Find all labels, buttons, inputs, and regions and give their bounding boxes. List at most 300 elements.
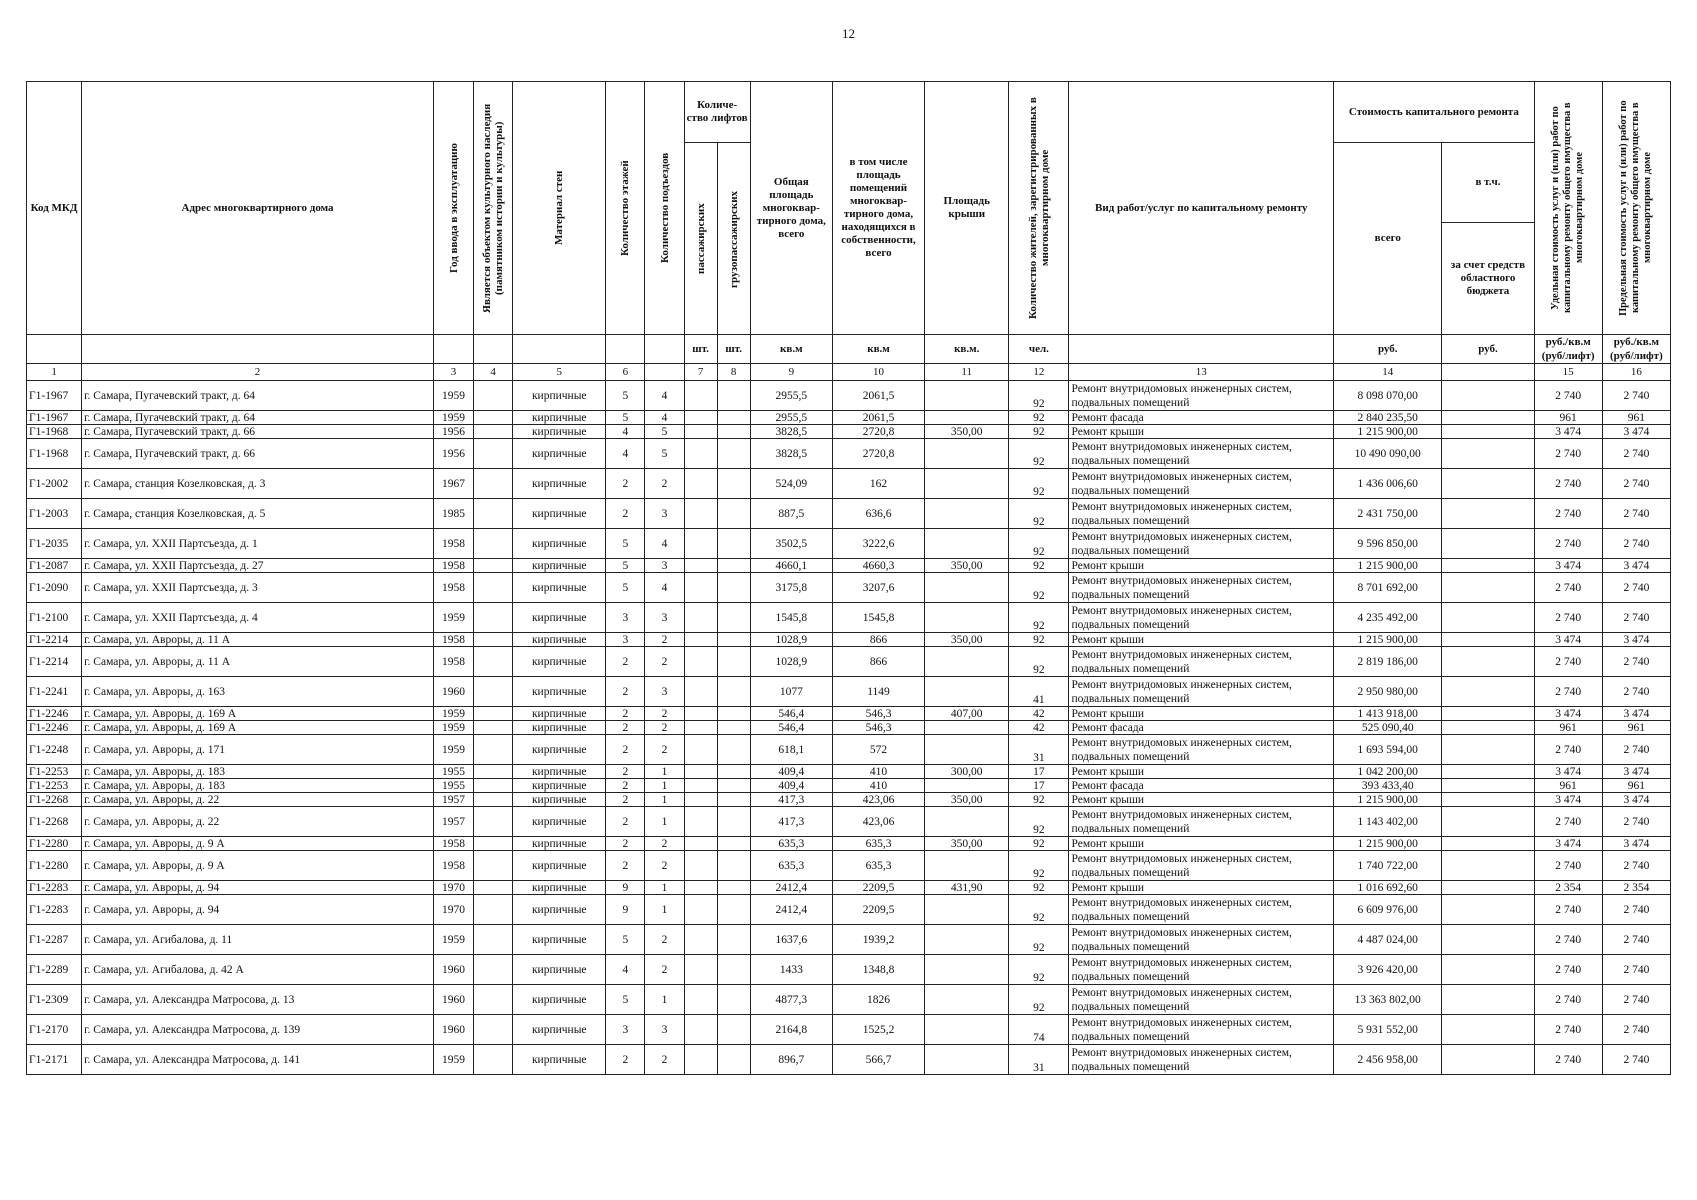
cell-year: 1958 bbox=[433, 559, 473, 573]
cell-year: 1960 bbox=[433, 677, 473, 707]
cell-max-cost: 2 740 bbox=[1602, 469, 1670, 499]
cell-entrances: 1 bbox=[645, 779, 684, 793]
cell-code: Г1-1967 bbox=[27, 411, 82, 425]
cell-roof-area bbox=[925, 895, 1009, 925]
cell-cost-total: 10 490 090,00 bbox=[1334, 439, 1442, 469]
table-row bbox=[27, 925, 1671, 955]
cell-address: г. Самара, ул. Авроры, д. 171 bbox=[82, 735, 434, 765]
cell-lifts-passenger bbox=[684, 837, 717, 851]
cell-floors: 2 bbox=[606, 837, 645, 851]
cell-total-area: 2955,5 bbox=[750, 411, 832, 425]
cell-code: Г1-2253 bbox=[27, 779, 82, 793]
cell-address: г. Самара, ул. Авроры, д. 183 bbox=[82, 779, 434, 793]
table-row bbox=[27, 735, 1671, 765]
cell-owned-area: 162 bbox=[832, 469, 924, 499]
cell-regional-budget bbox=[1442, 985, 1534, 1015]
cell-entrances: 1 bbox=[645, 765, 684, 779]
cell-cost-total: 1 016 692,60 bbox=[1334, 881, 1442, 895]
table-row bbox=[27, 559, 1671, 573]
cell-year: 1959 bbox=[433, 925, 473, 955]
cell-lifts-cargo bbox=[717, 707, 750, 721]
cell-residents: 92 bbox=[1009, 469, 1069, 499]
cell-regional-budget bbox=[1442, 851, 1534, 881]
cell-residents: 92 bbox=[1009, 837, 1069, 851]
cell-entrances: 3 bbox=[645, 603, 684, 633]
cell-code: Г1-2170 bbox=[27, 1015, 82, 1045]
cell-residents: 17 bbox=[1009, 779, 1069, 793]
cell-roof-area bbox=[925, 1015, 1009, 1045]
table-row bbox=[27, 529, 1671, 559]
header-entrances: Количество подъездов bbox=[658, 152, 671, 264]
cell-unit-cost: 961 bbox=[1534, 779, 1602, 793]
cell-floors: 2 bbox=[606, 735, 645, 765]
cell-cost-total: 1 042 200,00 bbox=[1334, 765, 1442, 779]
cell-cost-total: 1 215 900,00 bbox=[1334, 837, 1442, 851]
cell-address: г. Самара, ул. Авроры, д. 22 bbox=[82, 793, 434, 807]
cell-owned-area: 2720,8 bbox=[832, 425, 924, 439]
cell-cost-total: 2 456 958,00 bbox=[1334, 1045, 1442, 1075]
cell-unit-cost: 2 740 bbox=[1534, 735, 1602, 765]
cell-lifts-passenger bbox=[684, 765, 717, 779]
cell-max-cost: 2 354 bbox=[1602, 881, 1670, 895]
header-work-type: Вид работ/услуг по капитальному ремонту bbox=[1069, 82, 1334, 335]
cell-regional-budget bbox=[1442, 469, 1534, 499]
cell-max-cost: 3 474 bbox=[1602, 707, 1670, 721]
cell-heritage bbox=[474, 677, 513, 707]
cell-code: Г1-2283 bbox=[27, 881, 82, 895]
cell-heritage bbox=[474, 425, 513, 439]
cell-cost-total: 1 215 900,00 bbox=[1334, 633, 1442, 647]
cell-lifts-cargo bbox=[717, 529, 750, 559]
cell-unit-cost: 2 740 bbox=[1534, 529, 1602, 559]
cell-max-cost: 2 740 bbox=[1602, 807, 1670, 837]
header-cost: Стоимость капитального ремонта bbox=[1334, 82, 1534, 143]
cell-unit-cost: 3 474 bbox=[1534, 793, 1602, 807]
column-number: 6 bbox=[606, 364, 645, 381]
cell-lifts-passenger bbox=[684, 1015, 717, 1045]
cell-regional-budget bbox=[1442, 925, 1534, 955]
cell-address: г. Самара, Пугачевский тракт, д. 64 bbox=[82, 411, 434, 425]
cell-floors: 2 bbox=[606, 765, 645, 779]
cell-unit-cost: 2 740 bbox=[1534, 1015, 1602, 1045]
cell-residents: 42 bbox=[1009, 707, 1069, 721]
cell-work-type: Ремонт внутридомовых инженерных систем, подвальных помещений bbox=[1069, 381, 1334, 411]
cell-cost-total: 1 215 900,00 bbox=[1334, 793, 1442, 807]
table-row bbox=[27, 779, 1671, 793]
cell-address: г. Самара, ул. Агибалова, д. 42 А bbox=[82, 955, 434, 985]
table-row bbox=[27, 411, 1671, 425]
header-heritage: Является объектом культурного наследия (памятником истории и культуры) bbox=[481, 103, 506, 313]
cell-max-cost: 2 740 bbox=[1602, 529, 1670, 559]
cell-address: г. Самара, станция Козелковская, д. 5 bbox=[82, 499, 434, 529]
column-number: 10 bbox=[832, 364, 924, 381]
cell-year: 1970 bbox=[433, 881, 473, 895]
cell-floors: 2 bbox=[606, 779, 645, 793]
cell-year: 1958 bbox=[433, 633, 473, 647]
cell-heritage bbox=[474, 381, 513, 411]
cell-owned-area: 1826 bbox=[832, 985, 924, 1015]
cell-max-cost: 961 bbox=[1602, 411, 1670, 425]
cell-roof-area: 350,00 bbox=[925, 425, 1009, 439]
cell-year: 1985 bbox=[433, 499, 473, 529]
cell-regional-budget bbox=[1442, 1045, 1534, 1075]
cell-floors: 5 bbox=[606, 985, 645, 1015]
cell-unit-cost: 961 bbox=[1534, 411, 1602, 425]
cell-heritage bbox=[474, 469, 513, 499]
table-row bbox=[27, 1045, 1671, 1075]
cell-entrances: 4 bbox=[645, 529, 684, 559]
repair-register-table bbox=[26, 81, 1671, 1075]
cell-regional-budget bbox=[1442, 1015, 1534, 1045]
cell-total-area: 1077 bbox=[750, 677, 832, 707]
cell-unit-cost: 3 474 bbox=[1534, 559, 1602, 573]
cell-roof-area: 350,00 bbox=[925, 837, 1009, 851]
cell-address: г. Самара, ул. Авроры, д. 22 bbox=[82, 807, 434, 837]
table-row bbox=[27, 851, 1671, 881]
cell-heritage bbox=[474, 1045, 513, 1075]
cell-address: г. Самара, ул. Авроры, д. 9 А bbox=[82, 837, 434, 851]
header-floors: Количество этажей bbox=[619, 160, 632, 256]
cell-max-cost: 2 740 bbox=[1602, 1015, 1670, 1045]
cell-regional-budget bbox=[1442, 425, 1534, 439]
cell-max-cost: 3 474 bbox=[1602, 837, 1670, 851]
cell-unit-cost: 2 740 bbox=[1534, 925, 1602, 955]
cell-floors: 9 bbox=[606, 881, 645, 895]
cell-regional-budget bbox=[1442, 677, 1534, 707]
cell-entrances: 2 bbox=[645, 707, 684, 721]
cell-entrances: 5 bbox=[645, 439, 684, 469]
cell-floors: 4 bbox=[606, 425, 645, 439]
cell-year: 1960 bbox=[433, 1015, 473, 1045]
cell-lifts-cargo bbox=[717, 985, 750, 1015]
cell-work-type: Ремонт фасада bbox=[1069, 779, 1334, 793]
cell-work-type: Ремонт внутридомовых инженерных систем, подвальных помещений bbox=[1069, 895, 1334, 925]
cell-year: 1959 bbox=[433, 707, 473, 721]
cell-unit-cost: 3 474 bbox=[1534, 425, 1602, 439]
cell-entrances: 2 bbox=[645, 647, 684, 677]
cell-residents: 92 bbox=[1009, 985, 1069, 1015]
cell-lifts-cargo bbox=[717, 807, 750, 837]
cell-heritage bbox=[474, 499, 513, 529]
cell-max-cost: 2 740 bbox=[1602, 735, 1670, 765]
cell-material: кирпичные bbox=[513, 985, 606, 1015]
cell-regional-budget bbox=[1442, 955, 1534, 985]
cell-max-cost: 3 474 bbox=[1602, 793, 1670, 807]
unit-pcs: шт. bbox=[717, 335, 750, 364]
cell-code: Г1-2268 bbox=[27, 807, 82, 837]
cell-address: г. Самара, ул. XXII Партсъезда, д. 4 bbox=[82, 603, 434, 633]
cell-total-area: 3828,5 bbox=[750, 439, 832, 469]
cell-address: г. Самара, ул. XXII Партсъезда, д. 1 bbox=[82, 529, 434, 559]
cell-work-type: Ремонт внутридомовых инженерных систем, подвальных помещений bbox=[1069, 985, 1334, 1015]
cell-code: Г1-2246 bbox=[27, 721, 82, 735]
cell-material: кирпичные bbox=[513, 721, 606, 735]
cell-regional-budget bbox=[1442, 559, 1534, 573]
cell-address: г. Самара, ул. Авроры, д. 169 А bbox=[82, 707, 434, 721]
cell-material: кирпичные bbox=[513, 955, 606, 985]
cell-floors: 2 bbox=[606, 707, 645, 721]
cell-year: 1960 bbox=[433, 955, 473, 985]
cell-work-type: Ремонт крыши bbox=[1069, 793, 1334, 807]
cell-address: г. Самара, ул. Авроры, д. 163 bbox=[82, 677, 434, 707]
cell-max-cost: 961 bbox=[1602, 779, 1670, 793]
table-row bbox=[27, 955, 1671, 985]
cell-roof-area bbox=[925, 469, 1009, 499]
column-number: 3 bbox=[433, 364, 473, 381]
cell-roof-area bbox=[925, 807, 1009, 837]
cell-owned-area: 636,6 bbox=[832, 499, 924, 529]
cell-total-area: 887,5 bbox=[750, 499, 832, 529]
cell-unit-cost: 3 474 bbox=[1534, 837, 1602, 851]
cell-work-type: Ремонт крыши bbox=[1069, 837, 1334, 851]
table-row bbox=[27, 647, 1671, 677]
cell-code: Г1-2280 bbox=[27, 851, 82, 881]
units-row bbox=[27, 335, 1671, 364]
cell-max-cost: 2 740 bbox=[1602, 925, 1670, 955]
cell-heritage bbox=[474, 735, 513, 765]
cell-cost-total: 6 609 976,00 bbox=[1334, 895, 1442, 925]
cell-address: г. Самара, станция Козелковская, д. 3 bbox=[82, 469, 434, 499]
cell-max-cost: 2 740 bbox=[1602, 499, 1670, 529]
header-owned-area: в том числе площадь помещений многоквар-тирного дома, находящихся в собственности, всего bbox=[832, 82, 924, 335]
header-lifts: Количе-ство лифтов bbox=[684, 82, 750, 143]
cell-regional-budget bbox=[1442, 895, 1534, 925]
cell-entrances: 4 bbox=[645, 411, 684, 425]
cell-floors: 2 bbox=[606, 1045, 645, 1075]
table-row bbox=[27, 603, 1671, 633]
cell-residents: 92 bbox=[1009, 851, 1069, 881]
cell-lifts-passenger bbox=[684, 603, 717, 633]
cell-owned-area: 3207,6 bbox=[832, 573, 924, 603]
cell-cost-total: 1 143 402,00 bbox=[1334, 807, 1442, 837]
cell-cost-total: 393 433,40 bbox=[1334, 779, 1442, 793]
cell-entrances: 2 bbox=[645, 837, 684, 851]
cell-material: кирпичные bbox=[513, 707, 606, 721]
cell-heritage bbox=[474, 603, 513, 633]
cell-cost-total: 1 413 918,00 bbox=[1334, 707, 1442, 721]
header-regional-budget: за счет средств областного бюджета bbox=[1442, 223, 1534, 335]
cell-heritage bbox=[474, 411, 513, 425]
cell-lifts-passenger bbox=[684, 807, 717, 837]
cell-owned-area: 2061,5 bbox=[832, 381, 924, 411]
cell-lifts-passenger bbox=[684, 851, 717, 881]
cell-regional-budget bbox=[1442, 707, 1534, 721]
cell-address: г. Самара, Пугачевский тракт, д. 66 bbox=[82, 439, 434, 469]
cell-material: кирпичные bbox=[513, 925, 606, 955]
cell-max-cost: 3 474 bbox=[1602, 559, 1670, 573]
cell-lifts-cargo bbox=[717, 633, 750, 647]
cell-floors: 2 bbox=[606, 793, 645, 807]
cell-work-type: Ремонт внутридомовых инженерных систем, подвальных помещений bbox=[1069, 469, 1334, 499]
cell-regional-budget bbox=[1442, 499, 1534, 529]
cell-work-type: Ремонт внутридомовых инженерных систем, подвальных помещений bbox=[1069, 603, 1334, 633]
cell-total-area: 546,4 bbox=[750, 707, 832, 721]
cell-lifts-cargo bbox=[717, 677, 750, 707]
cell-material: кирпичные bbox=[513, 779, 606, 793]
cell-lifts-passenger bbox=[684, 647, 717, 677]
cell-max-cost: 2 740 bbox=[1602, 985, 1670, 1015]
cell-floors: 2 bbox=[606, 807, 645, 837]
cell-code: Г1-2253 bbox=[27, 765, 82, 779]
cell-floors: 2 bbox=[606, 721, 645, 735]
cell-year: 1970 bbox=[433, 895, 473, 925]
header-material: Материал стен bbox=[553, 170, 566, 246]
cell-regional-budget bbox=[1442, 779, 1534, 793]
cell-residents: 92 bbox=[1009, 425, 1069, 439]
cell-roof-area: 407,00 bbox=[925, 707, 1009, 721]
cell-lifts-passenger bbox=[684, 469, 717, 499]
cell-owned-area: 1939,2 bbox=[832, 925, 924, 955]
cell-residents: 92 bbox=[1009, 925, 1069, 955]
cell-material: кирпичные bbox=[513, 807, 606, 837]
cell-lifts-passenger bbox=[684, 985, 717, 1015]
cell-floors: 5 bbox=[606, 411, 645, 425]
cell-material: кирпичные bbox=[513, 895, 606, 925]
cell-year: 1959 bbox=[433, 381, 473, 411]
column-number: 14 bbox=[1334, 364, 1442, 381]
cell-unit-cost: 2 740 bbox=[1534, 1045, 1602, 1075]
cell-lifts-cargo bbox=[717, 955, 750, 985]
cell-code: Г1-2087 bbox=[27, 559, 82, 573]
cell-lifts-cargo bbox=[717, 647, 750, 677]
cell-year: 1958 bbox=[433, 529, 473, 559]
cell-address: г. Самара, ул. Александра Матросова, д. 141 bbox=[82, 1045, 434, 1075]
cell-total-area: 1433 bbox=[750, 955, 832, 985]
cell-year: 1959 bbox=[433, 603, 473, 633]
unit-pcs: шт. bbox=[684, 335, 717, 364]
cell-heritage bbox=[474, 851, 513, 881]
cell-owned-area: 572 bbox=[832, 735, 924, 765]
cell-address: г. Самара, ул. Авроры, д. 183 bbox=[82, 765, 434, 779]
column-number: 1 bbox=[27, 364, 82, 381]
table-row bbox=[27, 633, 1671, 647]
cell-address: г. Самара, ул. Авроры, д. 169 А bbox=[82, 721, 434, 735]
cell-lifts-cargo bbox=[717, 779, 750, 793]
cell-lifts-passenger bbox=[684, 529, 717, 559]
cell-residents: 42 bbox=[1009, 721, 1069, 735]
cell-max-cost: 2 740 bbox=[1602, 955, 1670, 985]
cell-lifts-cargo bbox=[717, 721, 750, 735]
cell-regional-budget bbox=[1442, 881, 1534, 895]
cell-residents: 92 bbox=[1009, 381, 1069, 411]
unit-rub: руб. bbox=[1442, 335, 1534, 364]
cell-lifts-cargo bbox=[717, 925, 750, 955]
cell-regional-budget bbox=[1442, 439, 1534, 469]
cell-entrances: 2 bbox=[645, 633, 684, 647]
cell-address: г. Самара, ул. XXII Партсъезда, д. 3 bbox=[82, 573, 434, 603]
cell-cost-total: 1 693 594,00 bbox=[1334, 735, 1442, 765]
cell-year: 1958 bbox=[433, 837, 473, 851]
table-row bbox=[27, 895, 1671, 925]
cell-total-area: 417,3 bbox=[750, 807, 832, 837]
cell-max-cost: 2 740 bbox=[1602, 381, 1670, 411]
cell-total-area: 417,3 bbox=[750, 793, 832, 807]
cell-owned-area: 635,3 bbox=[832, 851, 924, 881]
cell-entrances: 2 bbox=[645, 925, 684, 955]
cell-heritage bbox=[474, 925, 513, 955]
table-header bbox=[27, 82, 1671, 335]
cell-residents: 31 bbox=[1009, 1045, 1069, 1075]
cell-work-type: Ремонт внутридомовых инженерных систем, подвальных помещений bbox=[1069, 529, 1334, 559]
cell-entrances: 3 bbox=[645, 499, 684, 529]
cell-heritage bbox=[474, 529, 513, 559]
cell-unit-cost: 961 bbox=[1534, 721, 1602, 735]
header-lifts-cargo: грузопассажирских bbox=[727, 189, 740, 288]
cell-lifts-cargo bbox=[717, 895, 750, 925]
cell-year: 1957 bbox=[433, 793, 473, 807]
cell-heritage bbox=[474, 439, 513, 469]
cell-lifts-passenger bbox=[684, 721, 717, 735]
cell-entrances: 3 bbox=[645, 677, 684, 707]
unit-people: чел. bbox=[1009, 335, 1069, 364]
cell-cost-total: 525 090,40 bbox=[1334, 721, 1442, 735]
cell-regional-budget bbox=[1442, 793, 1534, 807]
table-row bbox=[27, 439, 1671, 469]
header-cost-total: всего bbox=[1334, 143, 1442, 335]
table-row bbox=[27, 381, 1671, 411]
cell-total-area: 1637,6 bbox=[750, 925, 832, 955]
cell-floors: 2 bbox=[606, 851, 645, 881]
cell-code: Г1-1968 bbox=[27, 425, 82, 439]
cell-floors: 5 bbox=[606, 559, 645, 573]
column-numbers-row bbox=[27, 364, 1671, 381]
cell-entrances: 1 bbox=[645, 985, 684, 1015]
cell-year: 1958 bbox=[433, 573, 473, 603]
column-number: 2 bbox=[82, 364, 434, 381]
cell-year: 1955 bbox=[433, 765, 473, 779]
table-body bbox=[27, 381, 1671, 1075]
table-row bbox=[27, 499, 1671, 529]
cell-code: Г1-2283 bbox=[27, 895, 82, 925]
cell-entrances: 2 bbox=[645, 851, 684, 881]
cell-lifts-passenger bbox=[684, 559, 717, 573]
cell-code: Г1-2003 bbox=[27, 499, 82, 529]
header-lifts-passenger: пассажирских bbox=[694, 203, 707, 274]
cell-entrances: 4 bbox=[645, 573, 684, 603]
cell-roof-area: 350,00 bbox=[925, 559, 1009, 573]
cell-entrances: 2 bbox=[645, 469, 684, 499]
cell-lifts-passenger bbox=[684, 677, 717, 707]
cell-year: 1958 bbox=[433, 647, 473, 677]
cell-address: г. Самара, ул. Авроры, д. 94 bbox=[82, 881, 434, 895]
cell-max-cost: 2 740 bbox=[1602, 573, 1670, 603]
cell-work-type: Ремонт внутридомовых инженерных систем, подвальных помещений bbox=[1069, 851, 1334, 881]
cell-owned-area: 2720,8 bbox=[832, 439, 924, 469]
cell-floors: 3 bbox=[606, 633, 645, 647]
cell-roof-area: 431,90 bbox=[925, 881, 1009, 895]
cell-lifts-passenger bbox=[684, 411, 717, 425]
cell-total-area: 635,3 bbox=[750, 851, 832, 881]
cell-material: кирпичные bbox=[513, 837, 606, 851]
cell-roof-area bbox=[925, 985, 1009, 1015]
cell-cost-total: 8 098 070,00 bbox=[1334, 381, 1442, 411]
cell-address: г. Самара, ул. Авроры, д. 11 А bbox=[82, 647, 434, 677]
cell-regional-budget bbox=[1442, 573, 1534, 603]
cell-year: 1959 bbox=[433, 1045, 473, 1075]
cell-heritage bbox=[474, 765, 513, 779]
cell-residents: 92 bbox=[1009, 439, 1069, 469]
cell-code: Г1-2171 bbox=[27, 1045, 82, 1075]
cell-work-type: Ремонт внутридомовых инженерных систем, подвальных помещений bbox=[1069, 1015, 1334, 1045]
cell-lifts-passenger bbox=[684, 707, 717, 721]
cell-owned-area: 423,06 bbox=[832, 807, 924, 837]
cell-max-cost: 2 740 bbox=[1602, 603, 1670, 633]
cell-heritage bbox=[474, 881, 513, 895]
table-row bbox=[27, 793, 1671, 807]
cell-code: Г1-2287 bbox=[27, 925, 82, 955]
column-number: 4 bbox=[474, 364, 513, 381]
cell-residents: 74 bbox=[1009, 1015, 1069, 1045]
